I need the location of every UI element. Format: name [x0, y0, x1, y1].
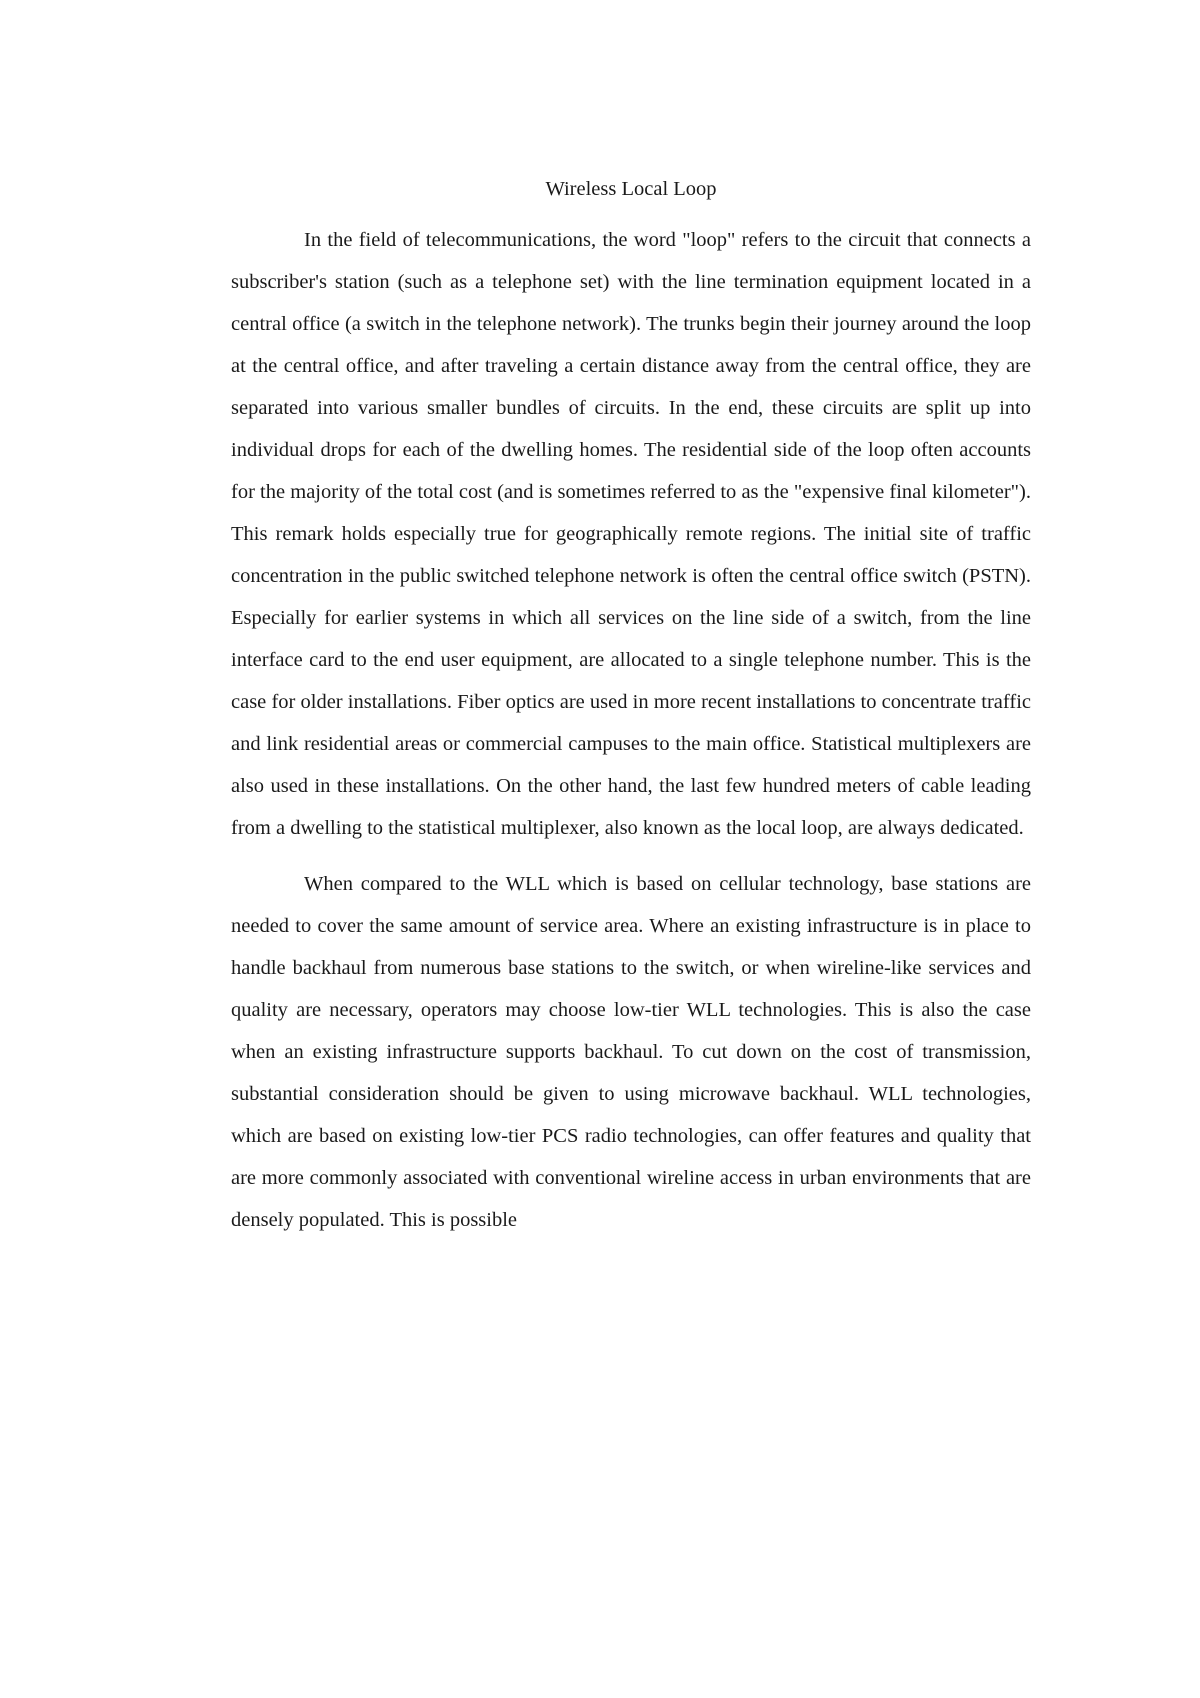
- document-title: Wireless Local Loop: [545, 178, 717, 200]
- paragraph-1: In the field of telecommunications, the word "loop" refers to the circuit that connects a subscriber's station (such as a telephone set) with the line termination equipment located in a central office (a switch in the telephone network). The trunks begin their journey around the loop at the central office, and after traveling a certain distance away from the central office, they are separated into various smaller bundles of circuits. In the end, these circuits are split up into individual drops for each of the dwelling homes. The residential side of the loop often accounts for the majority of the total cost (and is sometimes referred to as the "expensive final kilometer"). This remark holds especially true for geographically remote regions. The initial site of traffic concentration in the public switched telephone network is often the central office switch (PSTN). Especially for earlier systems in which all services on the line side of a switch, from the line interface card to the end user equipment, are allocated to a single telephone number. This is the case for older installations. Fiber optics are used in more recent installations to concentrate traffic and link residential areas or commercial campuses to the main office. Statistical multiplexers are also used in these installations. On the other hand, the last few hundred meters of cable leading from a dwelling to the statistical multiplexer, also known as the local loop, are always dedicated.: [231, 229, 1031, 839]
- paragraph-2: When compared to the WLL which is based on cellular technology, base stations are needed to cover the same amount of service area. Where an existing infrastructure is in place to handle backhaul from numerous base stations to the switch, or when wireline-like services and quality are necessary, operators may choose low-tier WLL technologies. This is also the case when an existing infrastructure supports backhaul. To cut down on the cost of transmission, substantial consideration should be given to using microwave backhaul. WLL technologies, which are based on existing low-tier PCS radio technologies, can offer features and quality that are more commonly associated with conventional wireline access in urban environments that are densely populated. This is possible: [231, 873, 1031, 1231]
- document-body: [231, 168, 1031, 1241]
